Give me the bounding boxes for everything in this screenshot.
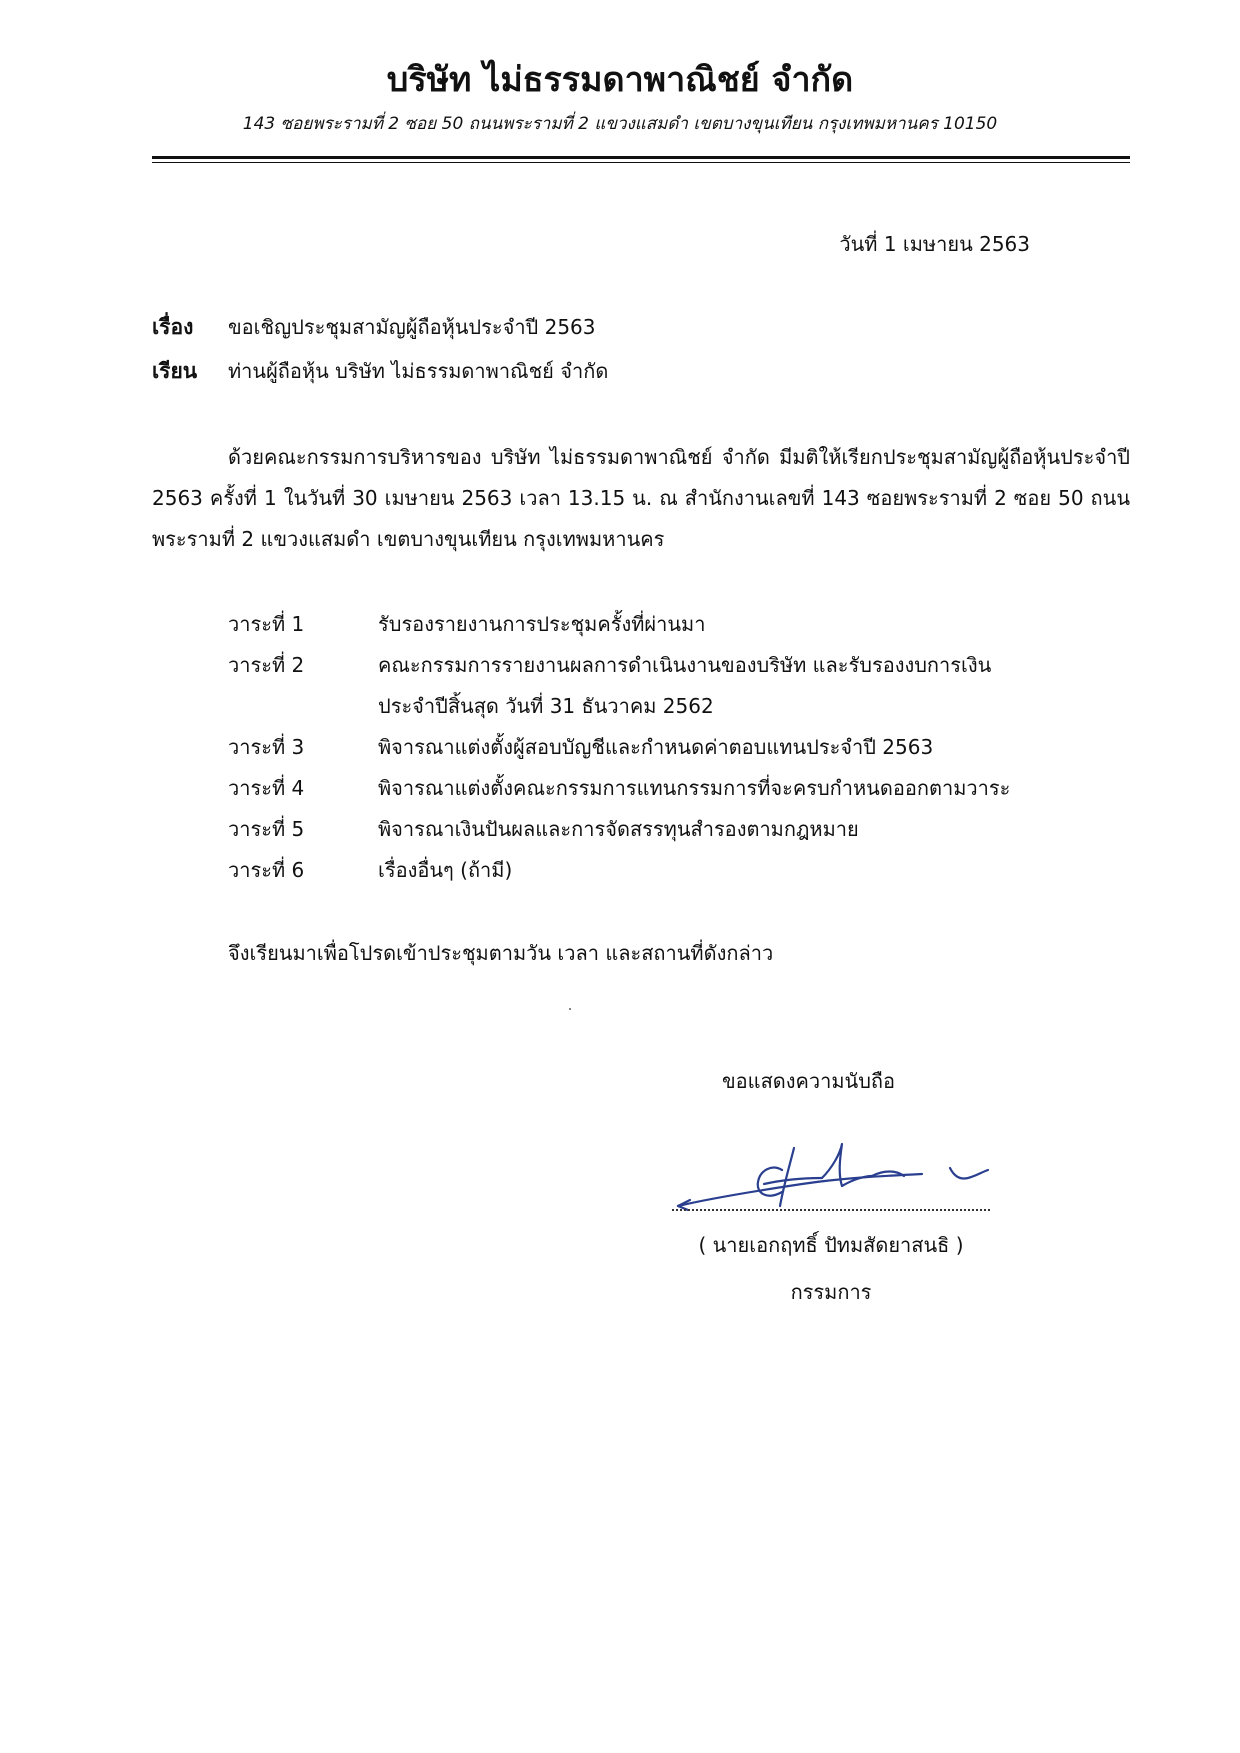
agenda-item-label: วาระที่ 3: [228, 735, 305, 759]
complimentary-close: ขอแสดงความนับถือ: [722, 1069, 896, 1093]
agenda-item: [228, 645, 1128, 727]
agenda-item-label: วาระที่ 2: [228, 653, 305, 677]
recipient-value: ท่านผู้ถือหุ้น บริษัท ไม่ธรรมดาพาณิชย์ จำกัด: [228, 359, 609, 383]
agenda-item: [228, 604, 1128, 645]
agenda-item-text: พิจารณาเงินปันผลและการจัดสรรทุนสำรองตามกฎหมาย: [378, 817, 859, 841]
signer-name: ( นายเอกฤทธิ์ ปัทมสัดยาสนธิ ): [698, 1233, 964, 1257]
company-name: บริษัท ไม่ธรรมดาพาณิชย์ จำกัด: [386, 60, 854, 100]
agenda-item: [228, 850, 1128, 891]
signature-line: [672, 1209, 990, 1211]
agenda-item: [228, 768, 1128, 809]
agenda-item: [228, 809, 1128, 850]
company-address: 143 ซอยพระรามที่ 2 ซอย 50 ถนนพระรามที่ 2 แขวงแสมดำ เขตบางขุนเทียน กรุงเทพมหานคร 10150: [242, 114, 998, 134]
subject-label: เรื่อง: [152, 315, 194, 339]
agenda-item-label: วาระที่ 1: [228, 612, 305, 636]
scan-speck: [569, 1008, 571, 1010]
letterhead-divider-thick: [152, 156, 1130, 159]
agenda-item-text: คณะกรรมการรายงานผลการดำเนินงานของบริษัท และรับรองงบการเงิน ประจำปีสิ้นสุด วันที่ 31 ธันวาคม 2562: [378, 653, 992, 718]
signer-title: กรรมการ: [790, 1280, 872, 1304]
recipient-label: เรียน: [152, 359, 198, 383]
agenda-item-label: วาระที่ 6: [228, 858, 305, 882]
letter-date: วันที่ 1 เมษายน 2563: [839, 232, 1030, 256]
subject-value: ขอเชิญประชุมสามัญผู้ถือหุ้นประจำปี 2563: [228, 315, 596, 339]
letterhead-divider-thin: [152, 162, 1130, 163]
agenda-item-label: วาระที่ 5: [228, 817, 305, 841]
agenda-item-text: รับรองรายงานการประชุมครั้งที่ผ่านมา: [378, 612, 706, 636]
agenda-list: [228, 604, 1128, 891]
agenda-item-text: พิจารณาแต่งตั้งคณะกรรมการแทนกรรมการที่จะครบกำหนดออกตามวาระ: [378, 776, 1011, 800]
closing-statement: จึงเรียนมาเพื่อโปรดเข้าประชุมตามวัน เวลา และสถานที่ดังกล่าว: [228, 941, 774, 965]
agenda-item-text: พิจารณาแต่งตั้งผู้สอบบัญชีและกำหนดค่าตอบแทนประจำปี 2563: [378, 735, 934, 759]
agenda-item-label: วาระที่ 4: [228, 776, 305, 800]
handwritten-signature: [672, 1140, 1002, 1212]
agenda-item: [228, 727, 1128, 768]
agenda-item-text: เรื่องอื่นๆ (ถ้ามี): [378, 858, 513, 882]
body-paragraph: ด้วยคณะกรรมการบริหารของ บริษัท ไม่ธรรมดาพาณิชย์ จำกัด มีมติให้เรียกประชุมสามัญผู้ถือหุ้นประจำปี 2563 ครั้งที่ 1 ในวันที่ 30 เมษายน 2563 เวลา 13.15 น. ณ สำนักงานเลขที่ 143 ซอยพระรามที่ 2 ซอย 50 ถนนพระรามที่ 2 แขวงแสมดำ เขตบางขุนเทียน กรุงเทพมหานคร: [152, 445, 1130, 551]
